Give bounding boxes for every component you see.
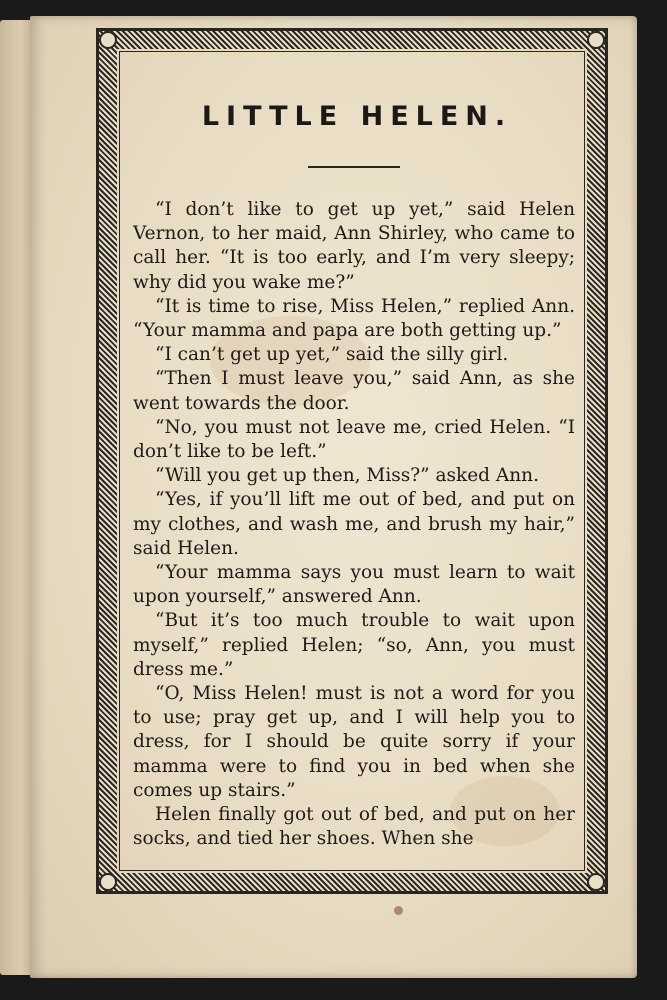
paragraph: “But it’s too much trouble to wait upon myself,” replied Helen; “so, Ann, you must dress me.” [133, 610, 575, 680]
page-title: LITTLE HELEN. [201, 101, 513, 132]
corner-ornament [99, 31, 117, 49]
ornamental-border [96, 28, 608, 894]
corner-ornament [587, 873, 605, 891]
paragraph: “It is time to rise, Miss Helen,” replied Ann. “Your mamma and papa are both getting up.” [133, 295, 575, 342]
paragraph: Helen finally got out of bed, and put on her socks, and tied her shoes. When she [133, 804, 575, 850]
previous-page-edge [0, 20, 34, 975]
paragraph: “I can’t get up yet,” said the silly girl. [155, 344, 509, 366]
paragraph: “I don’t like to get up yet,” said Helen Vernon, to her maid, Ann Shirley, who came to call her. “It is too early, and I’m very sleepy; why did you wake me?” [133, 199, 575, 293]
story-text [133, 198, 575, 851]
paragraph: “Then I must leave you,” said Ann, as she went towards the door. [133, 368, 575, 414]
title-divider [308, 166, 400, 168]
corner-ornament [99, 873, 117, 891]
page-content [133, 101, 575, 867]
paragraph: “No, you must not leave me, cried Helen. “I don’t like to be left.” [133, 416, 575, 463]
paragraph: “O, Miss Helen! must is not a word for you to use; pray get up, and I will help you to dress, for I should be quite sorry if your mamma were to find you in bed when she comes up stairs.” [133, 683, 575, 801]
book-page [30, 16, 637, 978]
paragraph: “Will you get up then, Miss?” asked Ann. [155, 465, 539, 487]
paragraph: “Your mamma says you must learn to wait upon yourself,” answered Ann. [133, 562, 575, 608]
corner-ornament [587, 31, 605, 49]
paragraph: “Yes, if you’ll lift me out of bed, and put on my clothes, and wash me, and brush my hair,” said Helen. [133, 489, 575, 559]
ink-spot [394, 906, 403, 915]
